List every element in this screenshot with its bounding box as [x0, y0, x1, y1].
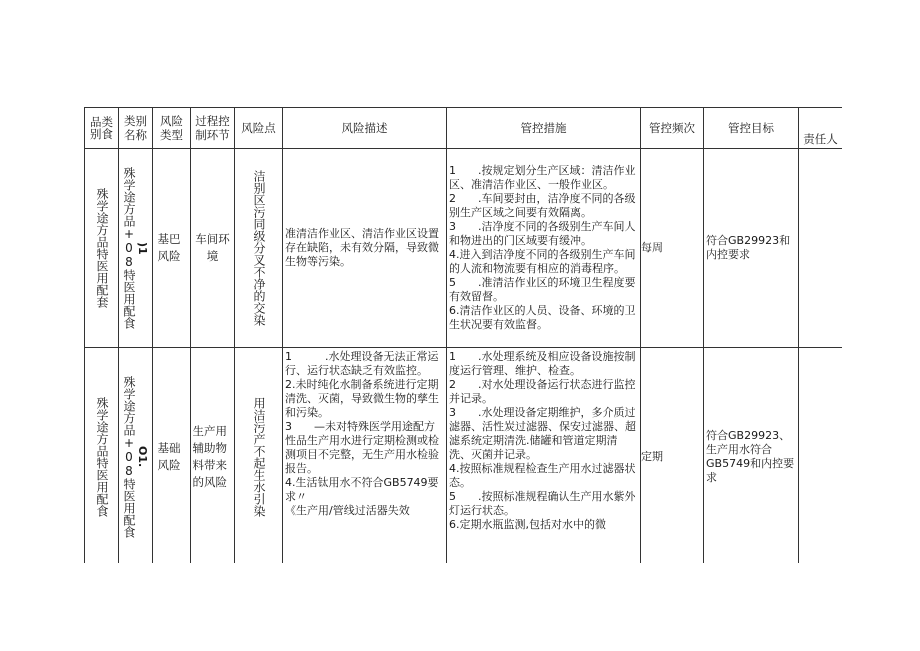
measure-item: 2 .车间要封由，洁净度不同的各级别生产区域之间要有效隔离。	[449, 192, 636, 219]
measure-item: 4.进入到洁净度不同的各级别生产车间的人流和物流要有相应的消毒程序。	[449, 248, 636, 275]
row2-owner	[799, 348, 843, 564]
header-category: 品类别食	[85, 108, 119, 149]
measure-item: 6.清洁作业区的人员、设备、环境的卫生状况要有效监督。	[449, 304, 636, 331]
measure-item: 3 .水处理设备定期维护，多介质过滤器、活性炭过滤器、保安过滤器、超滤系统定期清洗.储罐和管道定期清洗、灭菌并记录。	[449, 406, 636, 461]
description-item: 2.未时纯化水制备系统进行定期清洗、灭菌，导致微生物的孳生和污染。	[285, 378, 439, 419]
row2-frequency: 定期	[641, 348, 704, 564]
header-target: 管控目标	[704, 108, 799, 149]
measure-item: 4.按照标准规程检查生产用水过滤器状态。	[449, 462, 636, 489]
row1-description: 准清洁作业区、清洁作业区设置存在缺陷，未有效分隔，导致微生物等污染。	[283, 149, 447, 348]
header-description: 风险描述	[283, 108, 447, 149]
measure-item: 5 .准清洁作业区的环境卫生程度要有效留督。	[449, 276, 636, 303]
header-risk-type: 风险类型	[153, 108, 191, 149]
row1-owner	[799, 149, 843, 348]
row2-risk-type: 基础风险	[153, 348, 191, 564]
measure-item: 1 .水处理系统及相应设备设施按制度运行管理、维护、检查。	[449, 350, 636, 377]
row1-risk-point: 洁别区污同级分叉不净的交染	[235, 149, 283, 348]
description-item: 3 —未对特殊医学用途配方性品生产用水进行定期检测或检测项目不完整，无生产用水检验报告。	[285, 420, 439, 475]
row1-sub-category: )1 殊学途方品+08特医用配食	[119, 149, 153, 348]
header-process: 过程控制环节	[191, 108, 235, 149]
measure-item: 3 .洁净度不同的各级别生产车间人和物进出的门区域要有缓冲。	[449, 220, 636, 247]
description-item: 4.生活钛用水不符合GB5749要求〃	[285, 476, 439, 503]
row2-description	[283, 348, 447, 564]
row2-measures	[447, 348, 641, 564]
header-measures: 管控措施	[447, 108, 641, 149]
row2-risk-point: 用洁污产不起生水引染	[235, 348, 283, 564]
measure-item: 6.定期水瓶监测,包括对水中的微	[449, 518, 606, 531]
row2-code: O1.	[136, 446, 149, 468]
table-row	[85, 348, 843, 564]
header-row	[85, 108, 843, 149]
risk-control-table	[84, 107, 842, 563]
row1-target: 符合GB29923和内控要求	[704, 149, 799, 348]
table-row	[85, 149, 843, 348]
header-frequency: 管控频次	[641, 108, 704, 149]
measure-item: 1 .按规定划分生产区域：清洁作业区、准清洁作业区、一般作业区。	[449, 164, 636, 191]
row2-target: 符合GB29923、生产用水符合GB5749和内控要求	[704, 348, 799, 564]
row1-frequency: 每周	[641, 149, 704, 348]
row2-process: 生产用辅助物料带来的风险	[191, 348, 235, 564]
row2-sub-category: O1. 殊学途方品+08特医用配食	[119, 348, 153, 564]
header-owner: 责任人	[799, 108, 843, 149]
description-item: 《生产用/管线过活器失效	[285, 504, 410, 517]
row1-process: 车间环境	[191, 149, 235, 348]
row1-risk-type: 基巴风险	[153, 149, 191, 348]
header-risk-point: 风险点	[235, 108, 283, 149]
header-sub-category: 类别名称	[119, 108, 153, 149]
measure-item: 2 .对水处理设备运行状态进行监控并记录。	[449, 378, 636, 405]
risk-control-table-sheet	[84, 107, 842, 563]
row1-code: )1	[136, 241, 149, 255]
description-item: 1 .水处理设备无法正常运行、运行状态缺乏有效监控。	[285, 350, 439, 377]
row1-category: 殊学途方品特医用配套	[85, 149, 119, 348]
measure-item: 5 .按照标准规程确认生产用水紫外灯运行状态。	[449, 490, 636, 517]
row1-measures	[447, 149, 641, 348]
row2-category: 殊学途方品特医用配食	[85, 348, 119, 564]
